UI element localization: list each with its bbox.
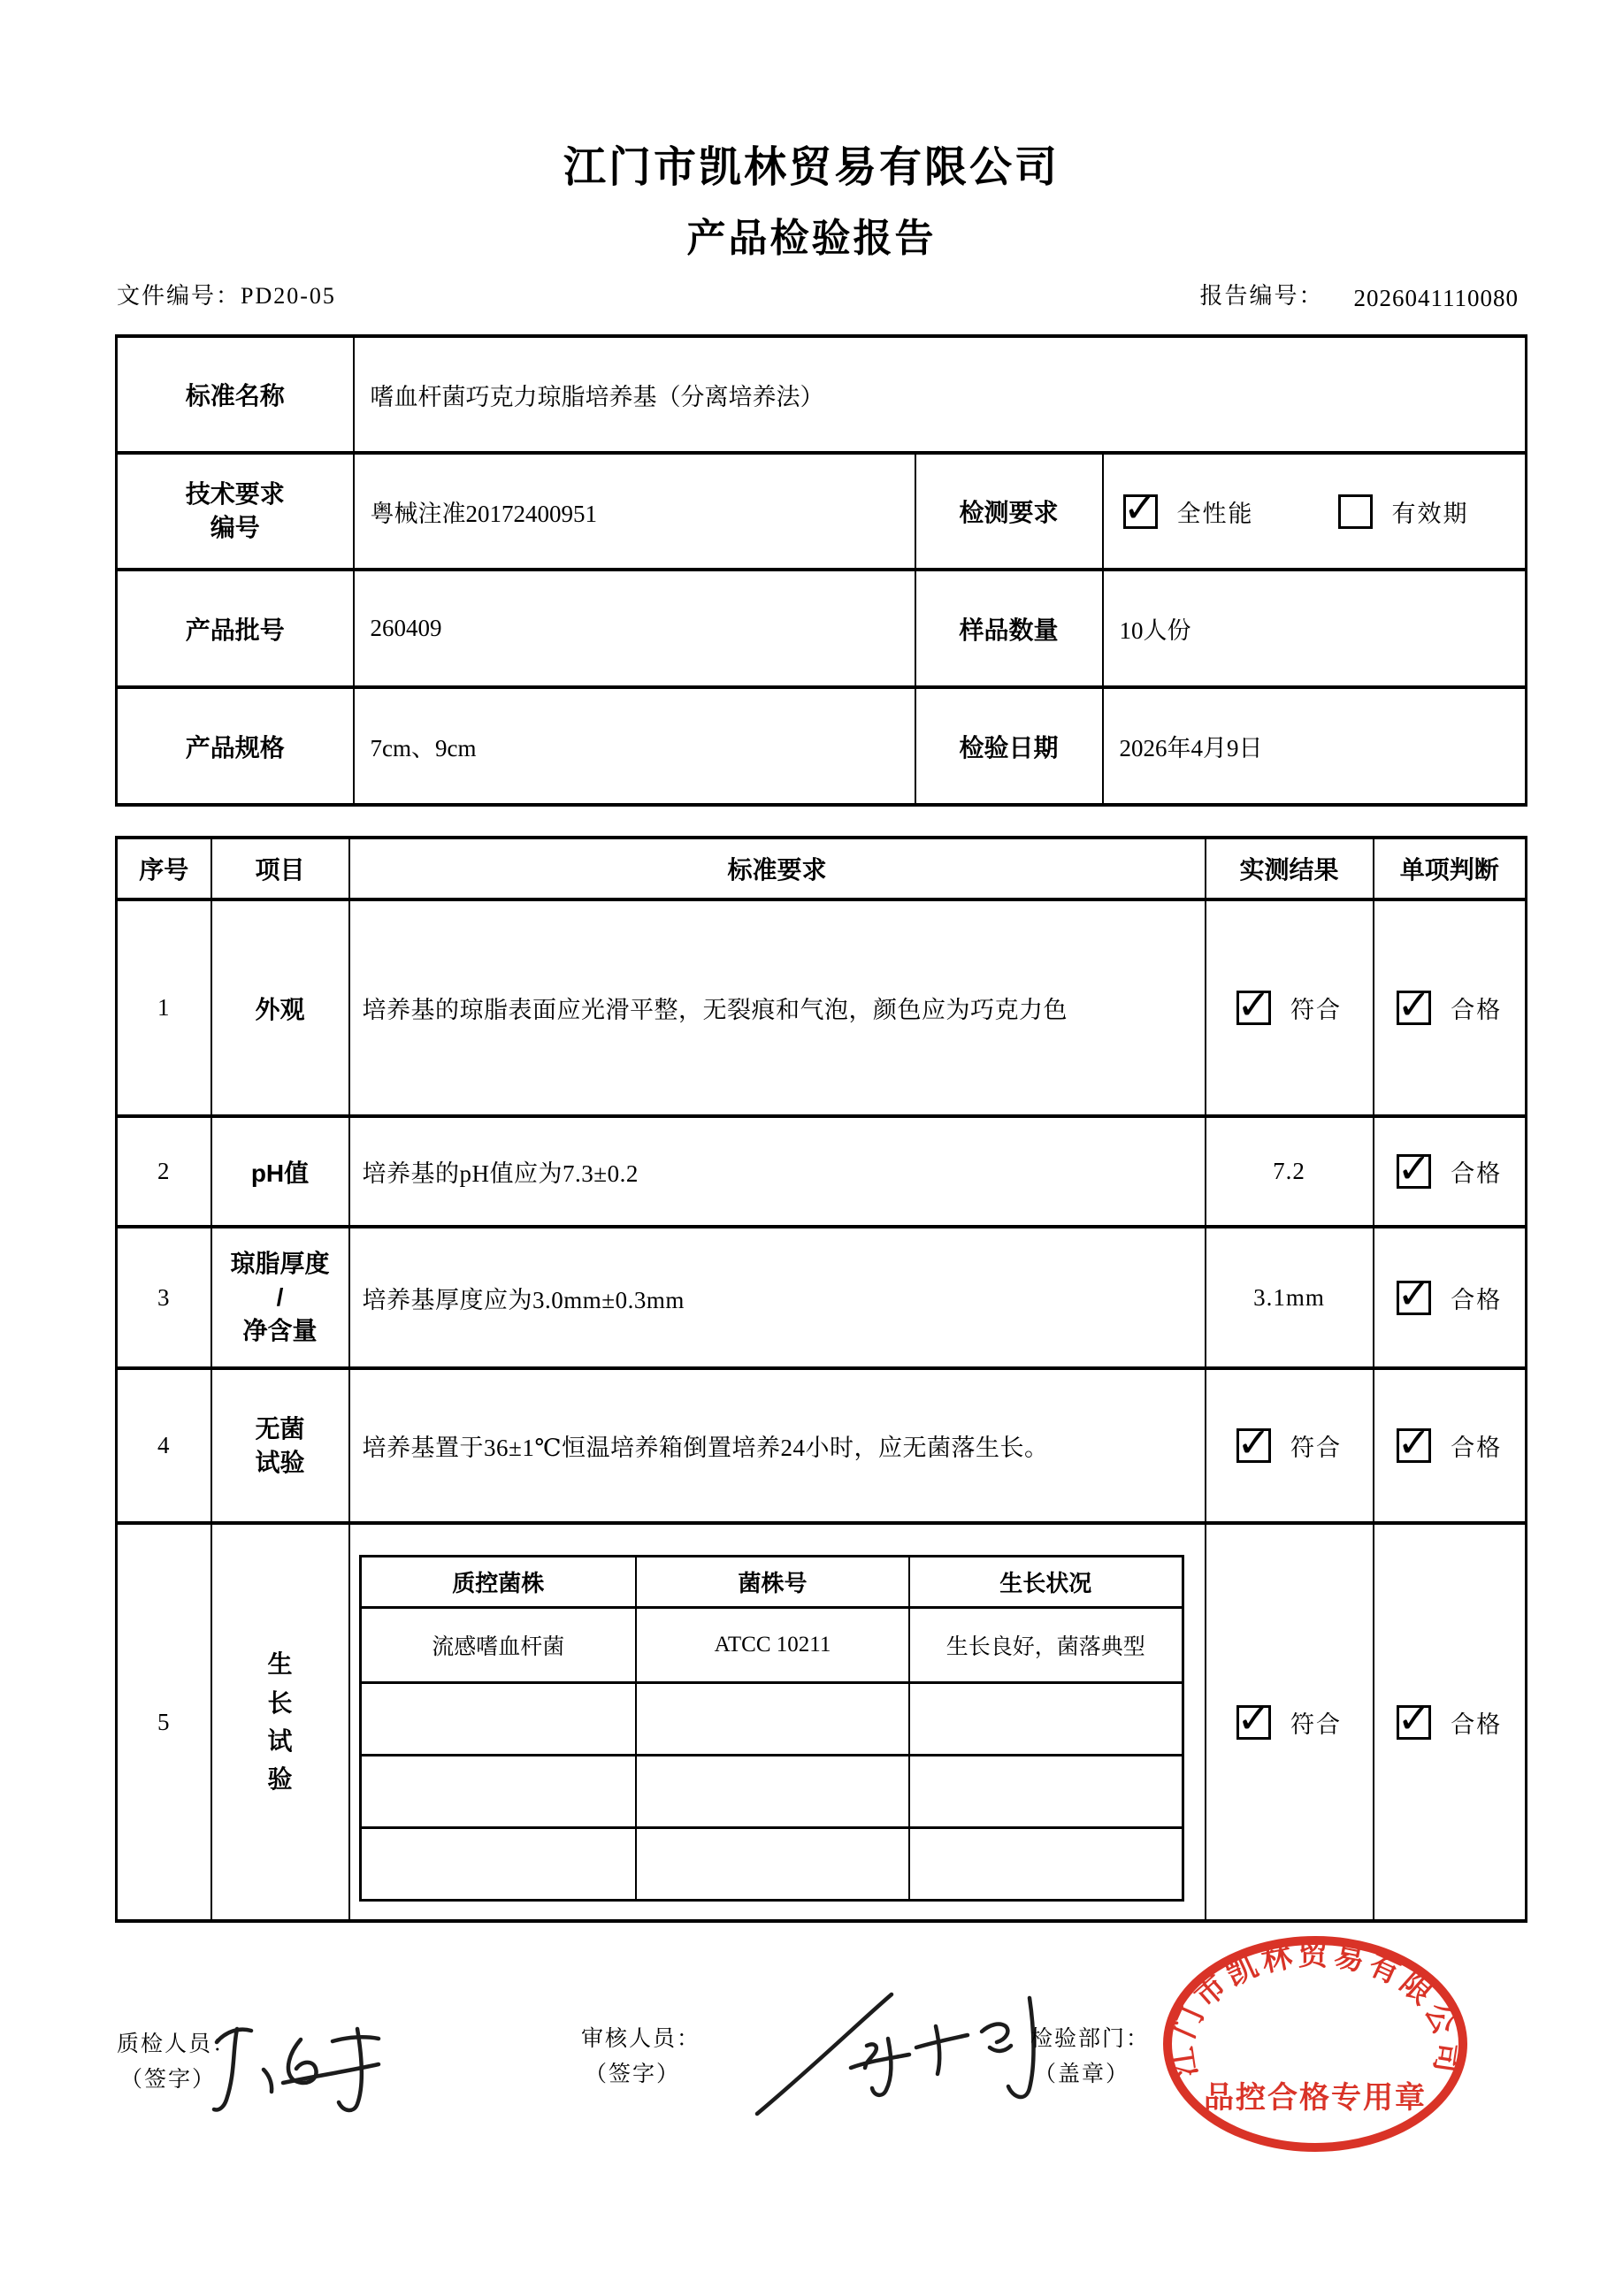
row-result [1206,899,1374,1116]
checkbox-checked-icon[interactable] [1397,1418,1432,1466]
company-title: 江门市凯林贸易有限公司 [563,144,1060,191]
checkbox-checked-icon[interactable] [1397,1144,1432,1192]
growth-data-row: 流感嗜血杆菌 ATCC 10211 生长良好，菌落典型 [360,1608,1183,1683]
info-table [115,334,1527,807]
test-req-option-validity[interactable] [1338,494,1469,529]
row-judgement [1374,1368,1527,1523]
row-result-value: 3.1mm [1206,1227,1374,1368]
result-table [115,836,1527,1923]
info-row-batch [117,570,1527,687]
row-no: 3 [117,1227,211,1368]
row-item: 外观 [211,899,349,1116]
batch-label: 产品批号 [117,570,354,687]
growth-empty-row [360,1828,1183,1901]
row-no: 1 [117,899,211,1116]
result-checkbox-group[interactable]: ✓ 符合 [1236,980,1342,1029]
checkbox-label: 有效期 [1391,500,1469,527]
company-qc-stamp [1155,1932,1475,2158]
standard-name-label: 标准名称 [117,336,354,453]
check-icon: ✓ [1236,1695,1271,1742]
tech-req-value: 粤械注准20172400951 [354,453,915,570]
result-row-ph [117,1116,1527,1227]
standard-name-value: 嗜血杆菌巧克力琼脂培养基（分离培养法） [354,336,1527,453]
row-item: 无菌 试验 [211,1368,349,1523]
row-requirement: 培养基厚度应为3.0mm±0.3mm [349,1227,1206,1368]
row-requirement: 培养基置于36±1℃恒温培养箱倒置培养24小时，应无菌落生长。 [349,1368,1206,1523]
checkbox-checked-icon[interactable] [1236,1418,1271,1466]
header-no: 序号 [117,838,211,899]
row-result [1206,1368,1374,1523]
file-number-label: 文件编号： [117,283,241,309]
review-signer-label: 审核人员： （签字） [581,2027,701,2086]
info-row-tech-req [117,453,1527,570]
row-judgement [1374,1523,1527,1921]
stamp-arc-text: 江门市凯林贸易有限公司 [1165,1938,1466,2079]
check-icon: ✓ [1397,1144,1432,1192]
check-icon: ✓ [1397,1695,1432,1742]
row-requirement: 培养基的pH值应为7.3±0.2 [349,1116,1206,1227]
checkbox-checked-icon[interactable] [1236,1695,1271,1742]
growth-header-strain: 质控菌株 [360,1557,636,1608]
checkbox-checked-icon[interactable] [1397,980,1432,1029]
check-icon: ✓ [1236,980,1271,1029]
report-number-label: 报告编号： [1199,283,1324,309]
test-req-label: 检测要求 [915,453,1103,570]
stamp-center-text: 品控合格专用章 [1204,2081,1427,2115]
file-number-value: PD20-05 [241,283,336,309]
check-icon: ✓ [1236,1418,1271,1466]
test-req-options [1103,453,1527,570]
growth-header-status: 生长状况 [909,1557,1183,1608]
checkbox-checked-icon[interactable] [1397,1270,1432,1318]
header-item: 项目 [211,838,349,899]
test-date-label: 检验日期 [915,687,1103,805]
test-date-value: 2026年4月9日 [1103,687,1527,805]
judgement-checkbox-group[interactable]: ✓ 合格 [1397,1270,1503,1318]
qc-signer-label: 质检人员： （签字） [117,2032,237,2092]
sample-qty-label: 样品数量 [915,570,1103,687]
checkbox-checked-icon[interactable] [1236,980,1271,1029]
growth-empty-row [360,1756,1183,1828]
growth-header-strain-no: 菌株号 [636,1557,909,1608]
growth-table [359,1555,1184,1902]
row-result [1206,1523,1374,1921]
row-item-vertical: 生 长 试 验 [211,1523,349,1921]
row-judgement [1374,1116,1527,1227]
test-req-option-full-performance[interactable] [1122,484,1254,532]
dept-label: 检验部门： （盖章） [1030,2027,1151,2086]
sample-qty-value: 10人份 [1103,570,1527,687]
tech-req-label: 技术要求 编号 [117,453,354,570]
judgement-checkbox-group[interactable]: ✓ 合格 [1397,1418,1503,1466]
row-item: 琼脂厚度 / 净含量 [211,1227,349,1368]
judgement-checkbox-group[interactable]: ✓ 合格 [1397,980,1503,1029]
row-requirement: 培养基的琼脂表面应光滑平整，无裂痕和气泡，颜色应为巧克力色 [349,899,1206,1116]
info-row-spec [117,687,1527,805]
row-judgement [1374,899,1527,1116]
spec-label: 产品规格 [117,687,354,805]
header-requirement: 标准要求 [349,838,1206,899]
check-icon: ✓ [1397,1418,1432,1466]
check-icon: ✓ [1122,484,1158,532]
header-judgement: 单项判断 [1374,838,1527,899]
header-result: 实测结果 [1206,838,1374,899]
title-block [0,133,1623,263]
result-table-header [117,838,1527,899]
row-no: 2 [117,1116,211,1227]
spec-value: 7cm、9cm [354,687,915,805]
judgement-checkbox-group[interactable]: ✓ 合格 [1397,1695,1503,1742]
result-checkbox-group[interactable]: ✓ 符合 [1236,1418,1342,1466]
batch-value: 260409 [354,570,915,687]
info-row-standard-name [117,336,1527,453]
result-checkbox-group[interactable]: ✓ 符合 [1236,1695,1342,1742]
result-row-thickness [117,1227,1527,1368]
result-row-appearance [117,899,1527,1116]
file-number [117,278,336,310]
qc-signature-handwriting [205,2018,391,2130]
row-no: 5 [117,1523,211,1921]
row-result-value: 7.2 [1206,1116,1374,1227]
row-no: 4 [117,1368,211,1523]
checkbox-checked-icon[interactable] [1397,1695,1432,1742]
judgement-checkbox-group[interactable]: ✓ 合格 [1397,1144,1503,1192]
report-number [1199,278,1519,312]
report-number-value: 2026041110080 [1353,284,1519,311]
check-icon: ✓ [1397,1270,1432,1318]
checkbox-checked-icon[interactable] [1122,484,1158,532]
growth-header-row [360,1557,1183,1608]
checkbox-label: 全性能 [1176,500,1254,527]
report-title: 产品检验报告 [686,217,937,260]
row-judgement [1374,1227,1527,1368]
result-row-sterility [117,1368,1527,1523]
result-row-growth [117,1523,1527,1921]
checkbox-unchecked-icon[interactable] [1338,494,1373,529]
review-signature-handwriting [725,1990,1061,2127]
growth-empty-row [360,1683,1183,1756]
row-item: pH值 [211,1116,349,1227]
growth-table-cell [349,1523,1206,1921]
check-icon: ✓ [1397,980,1432,1029]
